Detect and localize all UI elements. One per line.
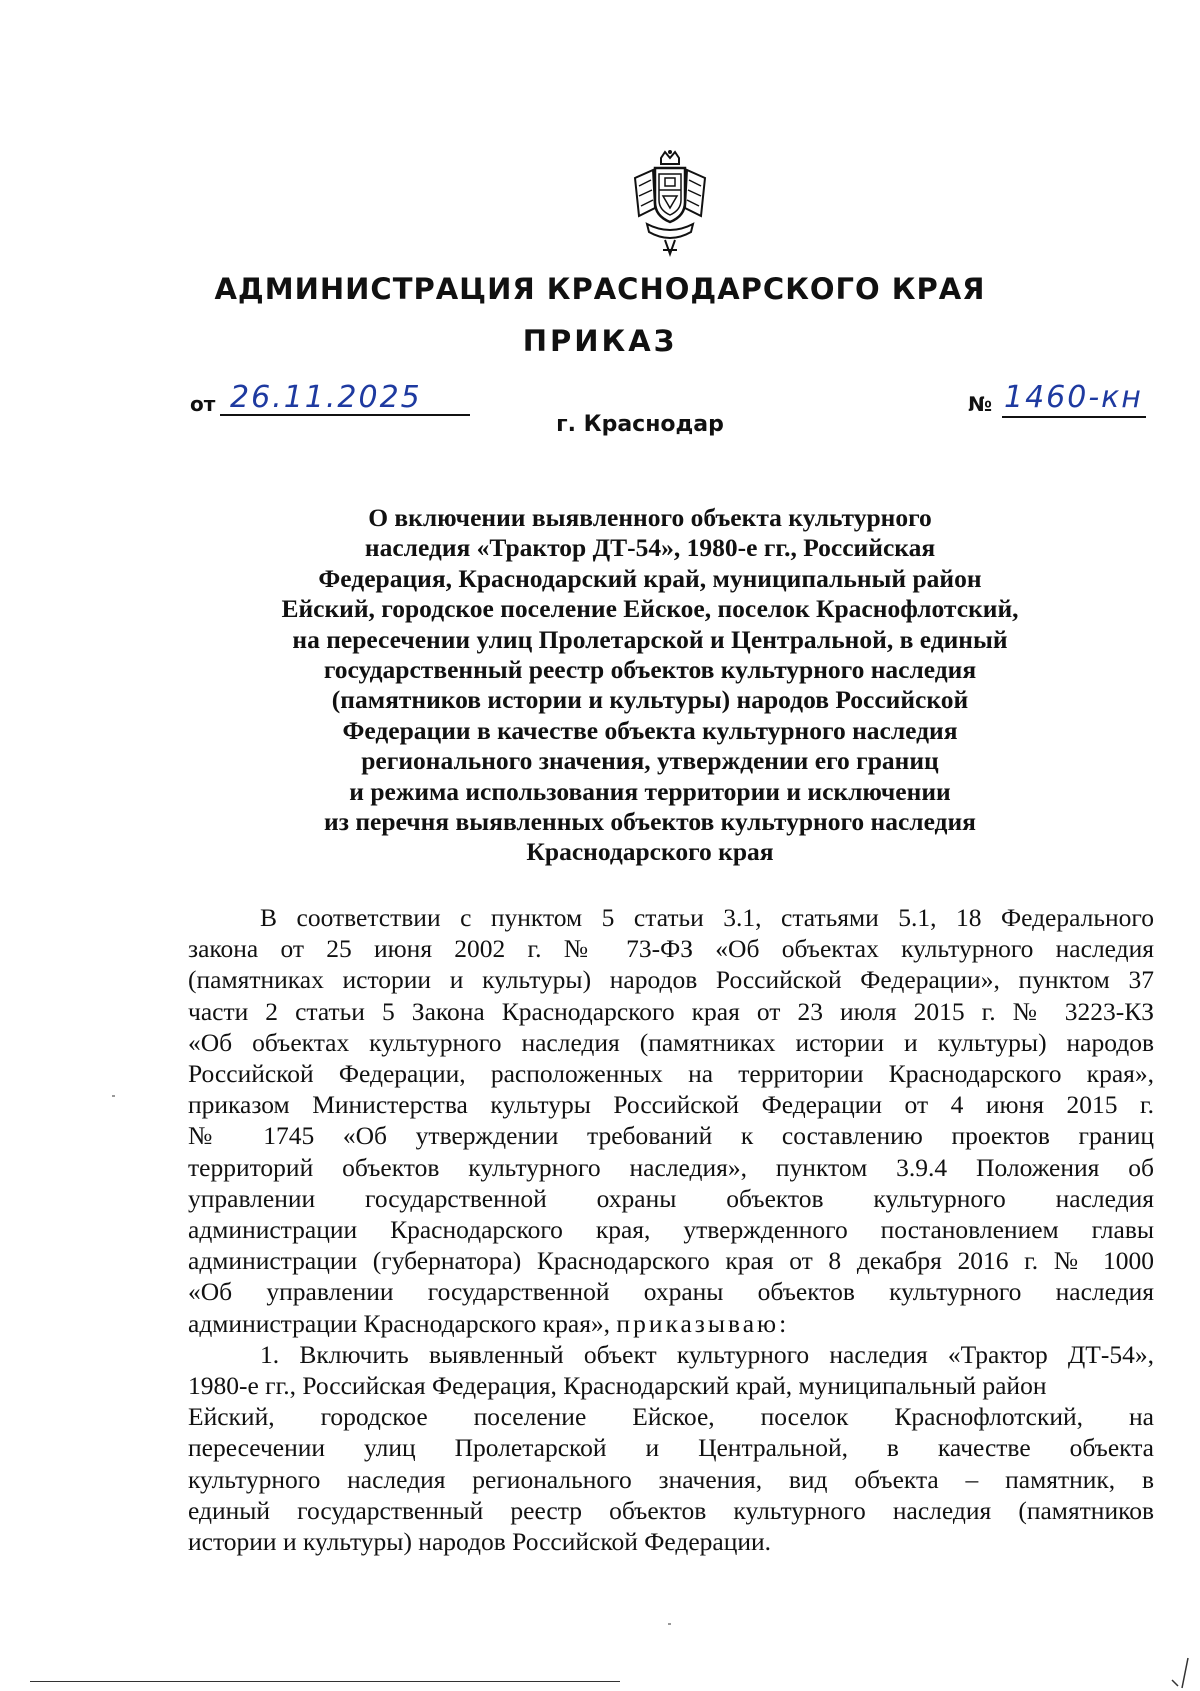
preamble-line: (памятниках истории и культуры) народов Российской Федерации», пунктом 37: [188, 965, 1154, 995]
preamble-line: № 1745 «Об утверждении требований к составлению проектов границ: [188, 1121, 1154, 1151]
date-prefix: от: [190, 392, 216, 416]
preamble-line: приказом Министерства культуры Российской Федерации от 4 июня 2015 г.: [188, 1090, 1154, 1120]
item1-line: 1. Включить выявленный объект культурного наследия «Трактор ДТ-54»,: [260, 1339, 1154, 1369]
item1-line: Ейский, городское поселение Ейское, поселок Краснофлотский, на: [188, 1402, 1154, 1432]
title-line: Ейский, городское поселение Ейское, поселок Краснофлотский,: [281, 594, 1019, 624]
item1-line: истории и культуры) народов Российской Федерации.: [188, 1527, 772, 1557]
item1-line: единый государственный реестр объектов культурного наследия (памятников: [188, 1495, 1154, 1525]
title-line: Федерация, Краснодарский край, муниципальный район: [318, 563, 982, 593]
preamble-last-text: администрации Краснодарского края»,: [188, 1308, 611, 1338]
preamble-line: управлении государственной охраны объектов культурного наследия: [188, 1183, 1154, 1213]
item1-line: культурного наследия регионального значения, вид объекта – памятник, в: [188, 1464, 1154, 1494]
number-prefix: №: [968, 392, 993, 416]
title-line: (памятников истории и культуры) народов Российской: [331, 685, 969, 715]
scan-speck: [668, 1623, 671, 1625]
title-line: Федерации в качестве объекта культурного наследия: [342, 715, 958, 745]
title-line: из перечня выявленных объектов культурного наследия: [324, 807, 976, 837]
order-word: приказываю:: [616, 1308, 790, 1338]
scan-edge-line: [30, 1681, 620, 1682]
preamble-line: территорий объектов культурного наследия», пунктом 3.9.4 Положения об: [188, 1152, 1154, 1182]
preamble-line: «Об объектах культурного наследия (памятниках истории и культуры) народов: [188, 1027, 1154, 1057]
preamble-line: администрации (губернатора) Краснодарского края от 8 декабря 2016 г. № 1000: [188, 1246, 1154, 1276]
title-line: и режима использования территории и исключении: [349, 776, 951, 806]
title-line: регионального значения, утверждении его границ: [361, 746, 939, 776]
preamble-line: закона от 25 июня 2002 г. № 73-ФЗ «Об объектах культурного наследия: [188, 934, 1154, 964]
document-type: ПРИКАЗ: [522, 324, 678, 358]
preamble-line: «Об управлении государственной охраны объектов культурного наследия: [188, 1277, 1154, 1307]
title-line: государственный реестр объектов культурного наследия: [323, 655, 977, 685]
preamble-line: В соответствии с пунктом 5 статьи 3.1, статьями 5.1, 18 Федерального: [260, 903, 1154, 932]
scan-corner-mark: [1168, 1650, 1198, 1690]
order-body: [188, 902, 1154, 1557]
preamble-line: администрации Краснодарского края, утвержденного постановлением главы: [188, 1215, 1154, 1245]
title-line: на пересечении улиц Пролетарской и Центральной, в единый: [292, 624, 1008, 654]
city: г. Краснодар: [556, 412, 724, 437]
title-line: наследия «Трактор ДТ-54», 1980-е гг., Российская: [364, 533, 936, 563]
coat-of-arms-icon: [625, 150, 715, 260]
title-line: Краснодарского края: [526, 837, 774, 867]
preamble-line: Российской Федерации, расположенных на территории Краснодарского края»,: [188, 1059, 1154, 1089]
title-line: О включении выявленного объекта культурного: [368, 503, 932, 532]
number-value: 1460-кн: [1004, 380, 1143, 415]
scan-speck: [112, 1095, 115, 1097]
organization-name: АДМИНИСТРАЦИЯ КРАСНОДАРСКОГО КРАЯ: [214, 272, 986, 306]
preamble-line: части 2 статьи 5 Закона Краснодарского края от 23 июля 2015 г. № 3223-КЗ: [188, 996, 1154, 1026]
date-value: 26.11.2025: [230, 380, 422, 415]
preamble-last-line: [188, 1308, 1154, 1339]
item1-line: 1980-е гг., Российская Федерация, Краснодарский край, муниципальный район: [188, 1371, 1047, 1401]
item1-line: пересечении улиц Пролетарской и Центральной, в качестве объекта: [188, 1433, 1154, 1463]
order-title: [190, 503, 1110, 868]
